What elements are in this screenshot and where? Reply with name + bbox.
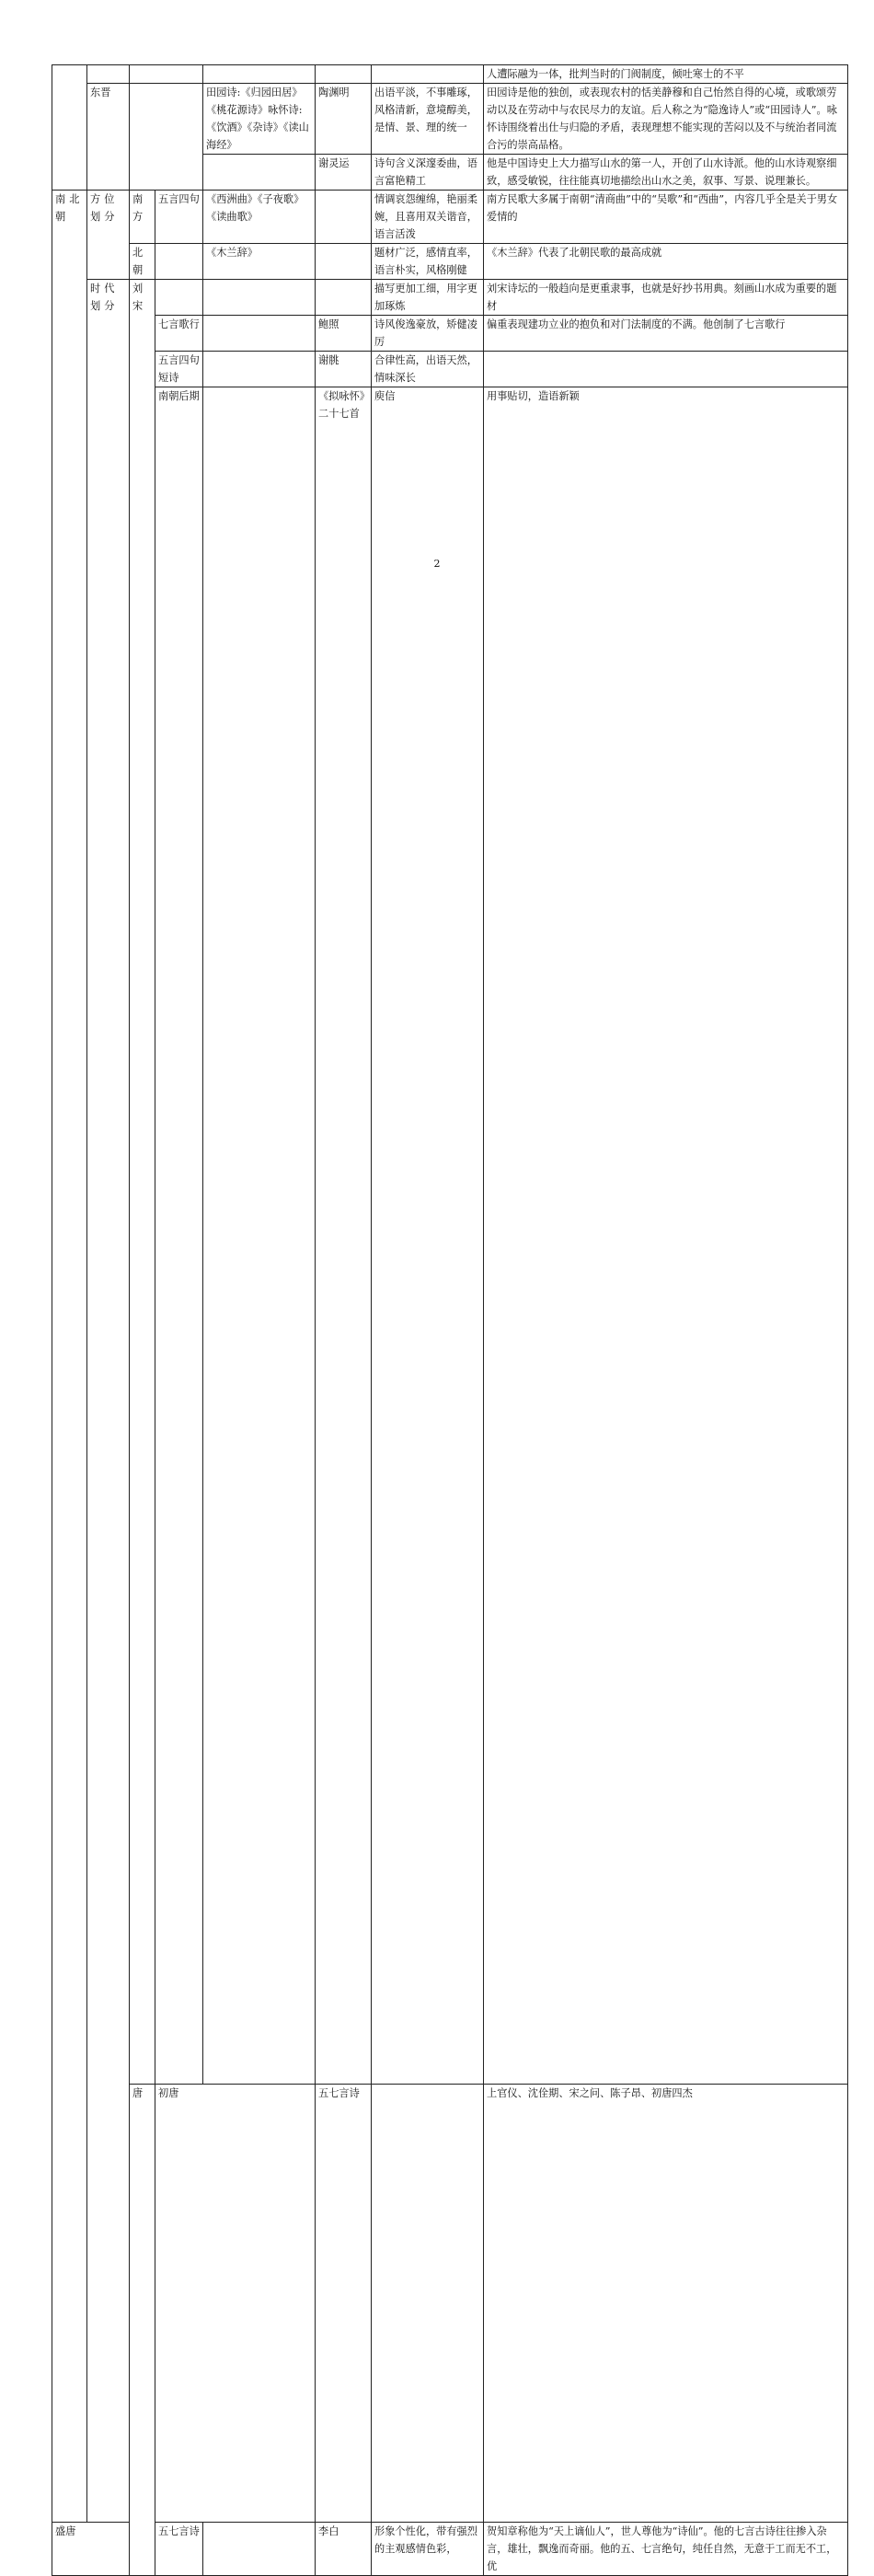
- works-cell: 田园诗:《归园田居》《桃花源诗》咏怀诗:《饮酒》《杂诗》《读山海经》: [203, 84, 316, 155]
- era-cell: 南北朝: [52, 191, 87, 2523]
- table-row: [52, 191, 848, 244]
- literature-table: [52, 64, 848, 2576]
- region-cell: 南方: [130, 191, 155, 244]
- eval-cell: 《木兰辞》代表了北朝民歌的最高成就: [484, 244, 848, 280]
- works-cell: [203, 352, 316, 387]
- eval-cell: [484, 352, 848, 387]
- works-cell: [203, 2523, 316, 2576]
- form-cell: 七言歌行: [155, 316, 203, 352]
- style-cell: 题材广泛，感情直率，语言朴实，风格刚健: [372, 244, 484, 280]
- dynasty-cell: 东晋: [87, 84, 130, 191]
- table-row: [52, 2523, 848, 2576]
- form-cell: 五七言诗: [316, 2085, 372, 2523]
- table-row: [52, 280, 848, 316]
- style-cell: 出语平淡，不事雕琢，风格清新，意境醇美，是情、景、理的统一: [372, 84, 484, 155]
- works-cell: 《木兰辞》: [203, 244, 316, 280]
- form-cell: [130, 84, 203, 191]
- eval-cell: 他是中国诗史上大力描写山水的第一人，开创了山水诗派。他的山水诗观察细致，感受敏锐，往往能真切地描绘出山水之美，叙事、写景、说理兼长。: [484, 155, 848, 191]
- form-cell: [203, 387, 316, 2085]
- form-cell: 五言四句: [155, 191, 203, 244]
- eval-cell: 贺知章称他为“天上谪仙人”，世人尊他为“诗仙”。他的七言古诗往往掺入杂言，雄壮，飘逸而奇丽。他的五、七言绝句，纯任自然，无意于工而无不工，优: [484, 2523, 848, 2576]
- region-cell: 北朝: [130, 244, 155, 280]
- eval-cell: 田园诗是他的独创，或表现农村的恬美静穆和自己怡然自得的心境，或歌颂劳动以及在劳动中与农民尽力的友谊。后人称之为“隐逸诗人”或“田园诗人”。咏怀诗围绕着出仕与归隐的矛盾，表现理想不能实现的苦闷以及不与统治者同流合污的崇高品格。: [484, 84, 848, 155]
- table-row: [52, 352, 848, 387]
- table-row: [52, 244, 848, 280]
- works-cell: [203, 65, 316, 84]
- page-number: 2: [433, 558, 441, 570]
- period-cell: 南朝后期: [155, 387, 203, 2085]
- period-cell: 盛唐: [52, 2523, 130, 2576]
- table-row: [52, 387, 848, 2085]
- table-row: [52, 84, 848, 155]
- table-row: [52, 65, 848, 84]
- form-cell: 五言四句短诗: [155, 352, 203, 387]
- eval-cell: 偏重表现建功立业的抱负和对门法制度的不满。他创制了七言歌行: [484, 316, 848, 352]
- author-cell: 庾信: [372, 387, 484, 2085]
- works-cell: 《西洲曲》《子夜歌》《读曲歌》: [203, 191, 316, 244]
- eval-cell: 人遭际融为一体，批判当时的门阀制度，倾吐寒士的不平: [484, 65, 848, 84]
- dynasty-cell: [87, 65, 130, 84]
- form-cell: [155, 244, 203, 280]
- category-cell: 时代划分: [87, 280, 130, 2523]
- table-row: [52, 2085, 848, 2523]
- author-cell: 谢朓: [316, 352, 372, 387]
- works-cell: [203, 316, 316, 352]
- period-cell: 刘宋: [130, 280, 155, 2085]
- table-row: [52, 316, 848, 352]
- form-cell: [130, 65, 203, 84]
- style-cell: 形象个性化，带有强烈的主观感情色彩，: [372, 2523, 484, 2576]
- author-cell: [316, 191, 372, 244]
- form-cell: [155, 280, 203, 316]
- works-cell: [203, 280, 316, 316]
- style-cell: 合律性高，出语天然，情味深长: [372, 352, 484, 387]
- category-cell: 方位划分: [87, 191, 130, 280]
- works-cell: [372, 2085, 484, 2523]
- style-cell: 用事贴切，造语新颖: [484, 387, 848, 2085]
- form-cell: 五七言诗: [155, 2523, 203, 2576]
- style-cell: 描写更加工细，用字更加琢炼: [372, 280, 484, 316]
- author-cell: 谢灵运: [316, 155, 372, 191]
- style-cell: [372, 65, 484, 84]
- style-cell: 诗句含义深邃委曲，语言富艳精工: [372, 155, 484, 191]
- style-cell: 情调哀怨缠绵，艳丽柔婉，且喜用双关谐音，语言活泼: [372, 191, 484, 244]
- author-cell: [316, 65, 372, 84]
- author-cell: [316, 244, 372, 280]
- author-cell: 上官仪、沈佺期、宋之问、陈子昂、初唐四杰: [484, 2085, 848, 2523]
- era-cell: 唐: [130, 2085, 155, 2576]
- works-cell: [203, 155, 316, 191]
- author-cell: [316, 280, 372, 316]
- era-cell: [52, 65, 87, 191]
- author-cell: 陶渊明: [316, 84, 372, 155]
- style-cell: 诗风俊逸豪放，矫健凌厉: [372, 316, 484, 352]
- period-cell: 初唐: [155, 2085, 316, 2523]
- works-cell: 《拟咏怀》二十七首: [316, 387, 372, 2085]
- eval-cell: 刘宋诗坛的一般趋向是更重隶事，也就是好抄书用典。刻画山水成为重要的题材: [484, 280, 848, 316]
- author-cell: 李白: [316, 2523, 372, 2576]
- eval-cell: 南方民歌大多属于南朝“清商曲”中的“吴歌”和“西曲”，内容几乎全是关于男女爱情的: [484, 191, 848, 244]
- author-cell: 鲍照: [316, 316, 372, 352]
